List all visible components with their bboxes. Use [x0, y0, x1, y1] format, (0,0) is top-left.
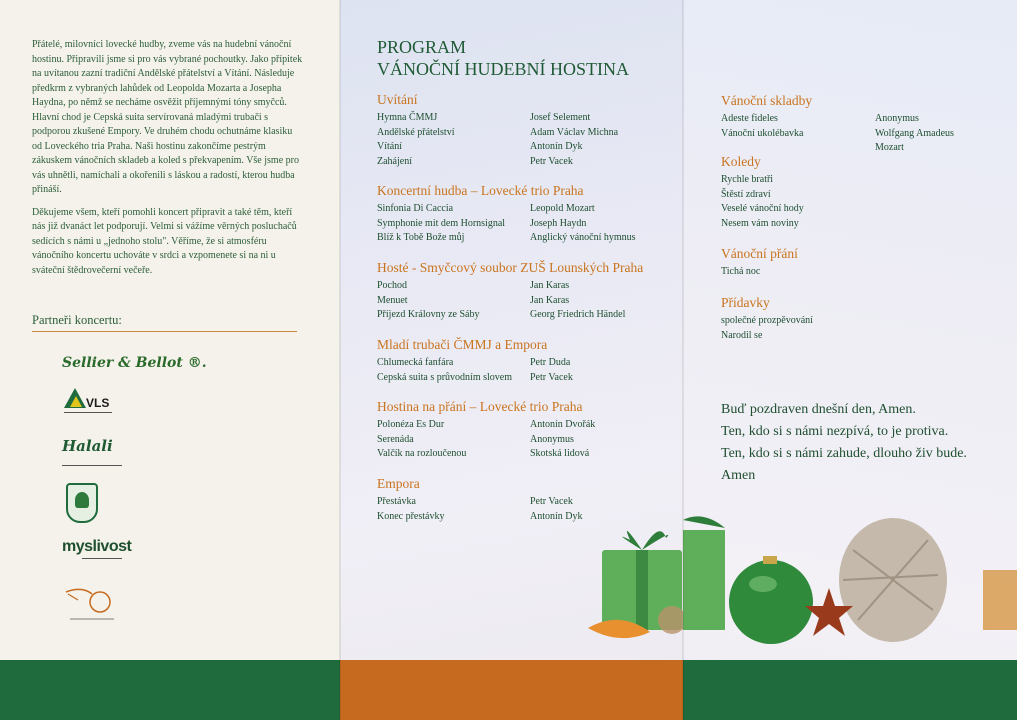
program-row: [721, 127, 1011, 142]
vls-logo-line: [64, 412, 112, 413]
program-row: [377, 308, 677, 323]
bottom-band-green-right: [683, 660, 1017, 720]
composer: Anonymus: [530, 433, 574, 445]
section-heading: Vánoční přání: [721, 246, 798, 261]
section-heading: Vánoční skladby: [721, 93, 813, 108]
myslivost-logo-text: myslivost: [62, 538, 132, 555]
composer: Antonín Dvořák: [530, 419, 596, 430]
program-section-requests: [377, 399, 677, 462]
piece-title: Sinfonia Di Caccia: [377, 203, 454, 214]
section-heading: Mladí trubači ČMMJ a Empora: [377, 337, 548, 352]
composer: Jan Karas: [530, 294, 570, 306]
composer: Joseph Haydn: [530, 217, 587, 229]
piece-title: Pochod: [377, 280, 407, 291]
myslivost-logo-line: [82, 558, 122, 559]
program-row: [377, 279, 677, 294]
piece-title: Vánoční ukolébavka: [721, 127, 804, 139]
composer: Skotská lidová: [530, 448, 590, 460]
composer: Petr Vacek: [530, 371, 573, 383]
vls-logo: [62, 388, 122, 424]
halali-logo-line: [62, 465, 122, 466]
program-row: [721, 112, 1011, 127]
piece-title: Zahájení: [377, 155, 412, 167]
partners-divider: [32, 331, 297, 332]
section-carols: [721, 154, 1011, 231]
piece-title: Nesem vám noviny: [721, 217, 799, 229]
piece-title: Tichá noc: [721, 266, 761, 277]
piece-title: Chlumecká fanfára: [377, 357, 454, 368]
intro-paragraph-2: Děkujeme všem, kteří pomohli koncert připravit a také těm, kteří nás již dvanáct let podporují. Velmi si vážíme věrných posluchačů sedících s námi u „jednoho stolu". Věříme, že si atmosféru vánočního koncertu uchováte v srdci a vzpomenete si na ni u sváteční štědrovečerní večeře.: [32, 206, 297, 276]
piece-title: Hymna ČMMJ: [377, 112, 438, 123]
program-row: [377, 126, 677, 141]
program-row: [721, 329, 1011, 344]
fold-line-1: [339, 0, 341, 720]
intro-text: [32, 38, 304, 286]
ornament-ball-icon: [729, 560, 813, 644]
composer: Wolfgang Amadeus: [875, 127, 954, 139]
section-heading: Uvítání: [377, 92, 418, 107]
composer: Anonymus: [875, 113, 919, 124]
motto-line: Buď pozdraven dnešní den, Amen.: [721, 402, 916, 417]
program-title-line-2: VÁNOČNÍ HUDEBNÍ HOSTINA: [377, 59, 629, 79]
piece-title: Rychle bratři: [721, 174, 774, 185]
piece-title: Adeste fideles: [721, 113, 778, 124]
piece-title: Menuet: [377, 294, 408, 306]
section-christmas-wish: [721, 246, 1011, 280]
section-heading: Empora: [377, 476, 420, 491]
fold-line-2: [682, 0, 684, 720]
section-heading: Hosté - Smyčcový soubor ZUŠ Lounských Praha: [377, 260, 644, 275]
piece-title: Valčík na rozloučenou: [377, 448, 467, 460]
motto-line: Ten, kdo si s námi zahude, dlouho živ bude.: [721, 446, 967, 461]
piece-title: Příjezd Královny ze Sáby: [377, 309, 480, 321]
piece-title: Veselé vánoční hody: [721, 203, 804, 215]
composer: Leopold Mozart: [530, 203, 595, 214]
piece-title: Konec přestávky: [377, 510, 445, 522]
gift-box-side-icon: [683, 530, 725, 630]
closing-motto: [721, 399, 1011, 487]
program-row: [377, 356, 677, 371]
myslivost-logo: [62, 538, 131, 559]
composer: Georg Friedrich Händel: [530, 309, 626, 321]
piece-title: Narodil se: [721, 329, 763, 341]
program-title-line-1: PROGRAM: [377, 37, 467, 57]
program-title: [377, 36, 629, 80]
program-row: [721, 314, 1011, 329]
piece-title: společné prozpěvování: [721, 315, 813, 326]
composer: Antonín Dyk: [530, 510, 583, 522]
program-row: [721, 173, 1011, 188]
section-heading: Přídavky: [721, 295, 770, 310]
program-section-welcome: [377, 92, 677, 169]
program-row: [377, 217, 677, 232]
crest-logo-icon: [66, 483, 98, 523]
piece-title: Andělské přátelství: [377, 126, 455, 138]
horn-club-logo-icon: [62, 582, 122, 622]
program-row: [377, 111, 677, 126]
piece-title: Blíž k Tobě Bože můj: [377, 232, 465, 244]
piece-title: Štěstí zdraví: [721, 188, 771, 200]
christmas-decoration-right: [683, 480, 1017, 660]
vls-logo-text: VLS: [86, 396, 110, 410]
piece-title: Cepská suita s průvodním slovem: [377, 371, 512, 383]
bottom-band-green-left: [0, 660, 340, 720]
program-section-guests: [377, 260, 677, 323]
piece-title: Vítání: [377, 141, 402, 153]
halali-logo-text: Halali: [62, 437, 113, 455]
piece-title: Serenáda: [377, 433, 414, 445]
vls-inner-triangle-icon: [70, 396, 82, 407]
section-heading: Hostina na přání – Lovecké trio Praha: [377, 399, 583, 414]
gift-bow-icon: [622, 531, 668, 550]
composer: Josef Selement: [530, 112, 591, 123]
program-row: [377, 155, 677, 170]
program-row: [377, 447, 677, 462]
crest-tree-icon: [75, 492, 89, 508]
piece-title: Symphonie mit dem Hornsignal: [377, 217, 506, 229]
right-program-panel: [683, 0, 1017, 720]
program-row: [377, 294, 677, 309]
program-section-concert: [377, 183, 677, 246]
left-panel: [0, 0, 340, 720]
program-row: [721, 202, 1011, 217]
christmas-decoration-left: [580, 500, 683, 660]
section-heading: Koncertní hudba – Lovecké trio Praha: [377, 183, 584, 198]
composer: Petr Vacek: [530, 155, 573, 167]
halali-logo: [62, 437, 122, 466]
program-row: [377, 202, 677, 217]
program-row: [721, 188, 1011, 203]
program-row: [721, 217, 1011, 232]
piece-title: Přestávka: [377, 496, 416, 507]
section-heading: Koledy: [721, 154, 761, 169]
piece-title: Polonéza Es Dur: [377, 419, 445, 430]
sellier-bellot-logo: Sellier & Bellot ®.: [62, 355, 207, 371]
section-encores: [721, 295, 1011, 343]
intro-paragraph-1: Přátelé, milovníci lovecké hudby, zveme vás na hudební vánoční hostinu. Připravili jsme si pro vás vybrané pochoutky. Jako přípitek na uvítanou zazní tradiční Andělské přátelství a Vítání. Následuje předkrm z vybraných lahůdek od Leopolda Mozarta a Josepha Haydna, po němž se necháme osvěžit příjemnými tóny smyčců. Hlavní chod je Cepská suita servírovaná mladými trubači s podporou zkušené Empory. Ve druhém chodu ochutnáme klasiku od Loveckého tria Praha. Naši hostinu zakončíme pestrým zákuskem vánočních skladeb a koled s překvapením. Vše jsme pro vás uhnětli, namíchali a okořenili s láskou a radostí, kterou hudba přináší.: [32, 39, 303, 195]
program-row: [377, 140, 677, 155]
composer: Petr Duda: [530, 357, 571, 368]
motto-line: Ten, kdo si s námi nezpívá, to je protiva.: [721, 424, 949, 439]
composer: Antonín Dyk: [530, 141, 583, 153]
section-christmas-pieces: [721, 93, 1011, 156]
composer: Anglický vánoční hymnus: [530, 232, 636, 244]
ribbon-icon: [983, 570, 1017, 630]
partners-title: Partneři koncertu:: [32, 313, 122, 327]
composer: Adam Václav Michna: [530, 126, 619, 138]
program-row: [377, 231, 677, 246]
program-section-young-trumpeters: [377, 337, 677, 385]
composer: Mozart: [875, 142, 904, 154]
program-panel: [340, 0, 683, 720]
program-row: [377, 433, 677, 448]
program-row: [377, 371, 677, 386]
motto-line: Amen: [721, 468, 756, 483]
program-row: [721, 265, 1011, 280]
composer: Jan Karas: [530, 280, 570, 291]
composer: Petr Vacek: [530, 496, 573, 507]
program-row: [377, 418, 677, 433]
bottom-band-orange: [340, 660, 683, 720]
